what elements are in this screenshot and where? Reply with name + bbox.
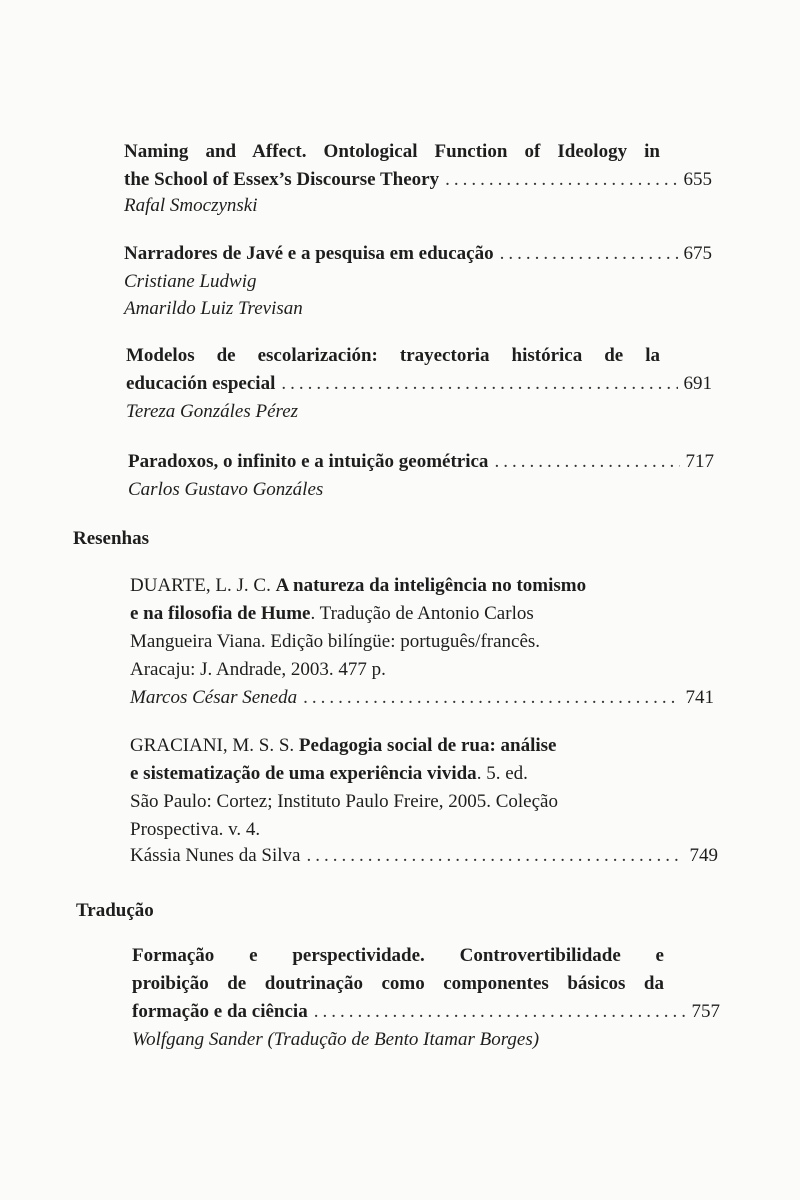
section-heading-traducao: Tradução [76,900,154,921]
dot-leader [306,844,683,868]
review-entry [130,574,714,714]
dot-leader [494,450,679,474]
entry-title-line: Formação e perspectividade. Controvertibilidade e [132,945,664,966]
dot-leader [303,686,679,710]
page-number: 691 [683,373,712,394]
page-number: 741 [685,687,714,708]
entry-author: Amarildo Luiz Trevisan [124,298,303,319]
review-entry [130,734,718,874]
page-number: 757 [691,1001,720,1022]
dot-leader [314,1000,686,1024]
dot-leader [445,168,677,192]
toc-entry [126,344,712,424]
entry-title-line: formação e da ciência [132,1001,308,1022]
toc-entry [124,242,712,322]
entry-author: Tereza Gonzáles Pérez [126,401,299,422]
section-heading-resenhas: Resenhas [73,528,150,549]
entry-title-line: the School of Essex’s Discourse Theory [124,169,440,190]
entry-author: Rafal Smoczynski [124,195,258,216]
translation-entry [132,944,720,1056]
dot-leader [281,372,677,396]
review-details: . Tradução de Antonio Carlos [310,603,534,624]
review-details: . 5. ed. [476,763,528,784]
review-details: Prospectiva. v. 4. [130,819,261,840]
entry-author: Cristiane Ludwig [124,271,257,292]
entry-title-line: proibição de doutrinação como componentes básicos da [132,973,664,994]
page-number: 717 [685,451,714,472]
entry-title-line: Narradores de Javé e a pesquisa em educação [124,243,494,264]
reviewer-name: Kássia Nunes da Silva [130,845,301,866]
dot-leader [500,242,678,266]
reviewer-name: Marcos César Seneda [130,687,298,708]
review-title: e na filosofia de Hume [130,603,311,624]
review-details: Mangueira Viana. Edição bilíngüe: português/francês. [130,631,541,652]
review-author: GRACIANI, M. S. S. [130,735,295,756]
review-details: Aracaju: J. Andrade, 2003. 477 p. [130,659,386,680]
entry-title-line: Paradoxos, o infinito e a intuição geométrica [128,451,489,472]
review-title: Pedagogia social de rua: análise [298,735,557,756]
page-number: 675 [683,243,712,264]
review-author: DUARTE, L. J. C. [130,575,271,596]
toc-entry [124,140,712,220]
page-number: 749 [689,845,718,866]
review-title: e sistematização de uma experiência vivida [130,763,477,784]
entry-title-line: educación especial [126,373,276,394]
review-details: São Paulo: Cortez; Instituto Paulo Freire, 2005. Coleção [130,791,558,812]
entry-title-line: Modelos de escolarización: trayectoria histórica de la [126,345,660,366]
entry-author: Wolfgang Sander (Tradução de Bento Itamar Borges) [132,1029,540,1050]
page-number: 655 [683,169,712,190]
entry-title-line: Naming and Affect. Ontological Function of Ideology in [124,141,660,162]
toc-entry [128,450,714,506]
review-title: A natureza da inteligência no tomismo [275,575,587,596]
entry-author: Carlos Gustavo Gonzáles [128,479,324,500]
